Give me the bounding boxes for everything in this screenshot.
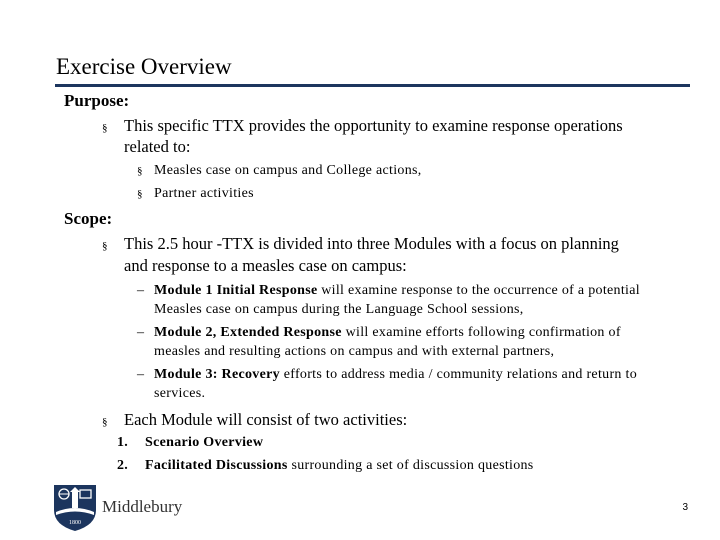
module-name: Module 1 Initial Response [154, 283, 318, 298]
module-name: Module 3: Recovery [154, 367, 280, 382]
svg-text:1800: 1800 [69, 520, 81, 526]
purpose-heading: Purpose: [64, 91, 130, 110]
middlebury-seal-icon [53, 484, 97, 532]
activity-name: Facilitated Discussions [145, 458, 288, 473]
scope-heading: Scope: [64, 209, 113, 228]
purpose-text-2: related to: [124, 137, 191, 156]
activity-number: 1. [117, 435, 129, 450]
activity-item [117, 458, 534, 474]
purpose-text: This specific TTX provides the opportunity to examine response operations [124, 116, 623, 135]
purpose-sub-item [137, 163, 422, 179]
page-number: 3 [682, 502, 688, 513]
activities-bullet [102, 410, 407, 430]
scope-bullet [102, 234, 619, 254]
module-text: efforts to address media / community relations and return to [279, 367, 637, 382]
sub-text: Partner activities [154, 186, 254, 201]
dash-bullet: – [137, 283, 145, 298]
module-text-2: Measles case on campus during the Language School sessions, [154, 302, 524, 317]
purpose-bullet [102, 116, 623, 136]
purpose-sub-item [137, 186, 254, 202]
square-bullet-icon: § [137, 165, 143, 177]
module-item [137, 283, 640, 299]
activity-name: Scenario Overview [145, 435, 264, 450]
dash-bullet: – [137, 367, 145, 382]
square-bullet-icon: § [102, 416, 108, 428]
module-text: will examine efforts following confirmation of [341, 325, 621, 340]
module-item [137, 367, 637, 383]
scope-text-2: and response to a measles case on campus: [124, 256, 407, 275]
square-bullet-icon: § [137, 188, 143, 200]
activity-item [117, 435, 263, 451]
module-text-2: measles and resulting actions on campus and with external partners, [154, 344, 555, 359]
slide-title: Exercise Overview [56, 54, 232, 79]
module-name: Module 2, Extended Response [154, 325, 342, 340]
square-bullet-icon: § [102, 122, 108, 134]
module-text: will examine response to the occurrence of a potential [317, 283, 640, 298]
logo-wordmark: Middlebury [102, 497, 183, 516]
title-divider [55, 84, 690, 87]
sub-text: Measles case on campus and College actions, [154, 163, 422, 178]
activities-text: Each Module will consist of two activities: [124, 410, 408, 429]
module-text-2: services. [154, 386, 206, 401]
scope-text: This 2.5 hour -TTX is divided into three Modules with a focus on planning [124, 234, 619, 253]
activity-number: 2. [117, 458, 129, 473]
dash-bullet: – [137, 325, 145, 340]
module-item [137, 325, 621, 341]
square-bullet-icon: § [102, 240, 108, 252]
activity-text: surrounding a set of discussion questions [287, 458, 534, 473]
